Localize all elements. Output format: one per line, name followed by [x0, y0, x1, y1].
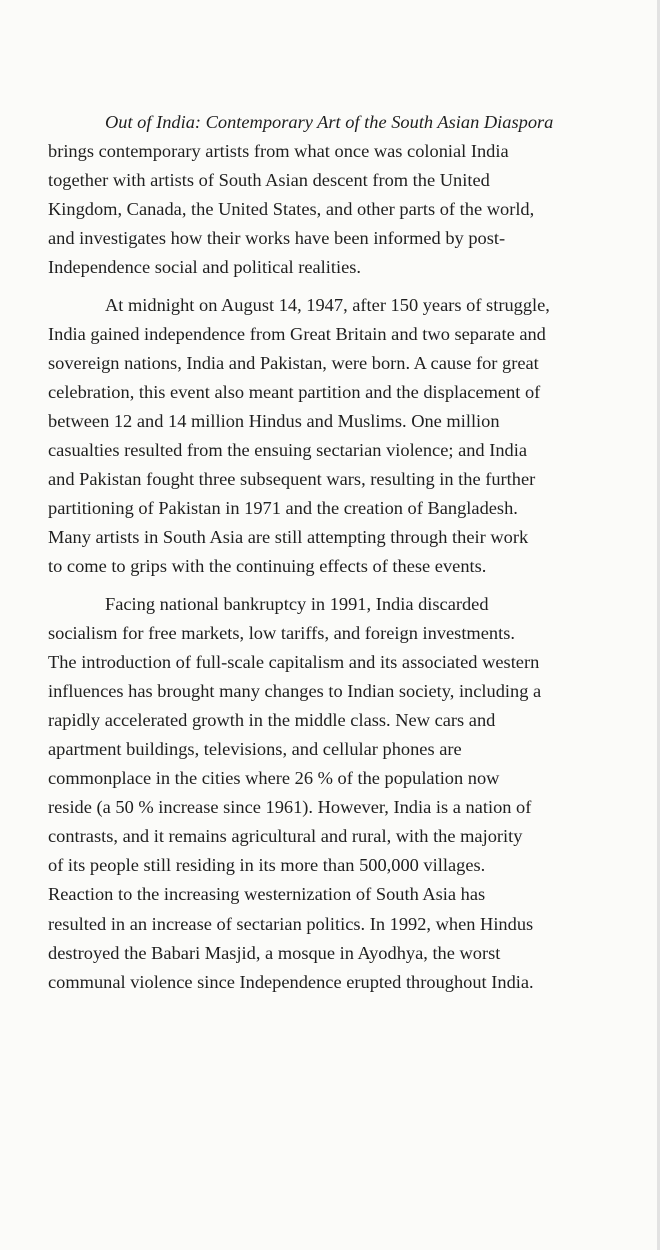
paragraph-spacer	[48, 283, 608, 291]
text-line: Kingdom, Canada, the United States, and other parts of the world,	[48, 199, 535, 220]
text-line: resulted in an increase of sectarian politics. In 1992, when Hindus	[48, 913, 534, 934]
text-line: to come to grips with the continuing effects of these events.	[48, 556, 487, 577]
paragraph-3	[48, 590, 608, 997]
text-line: and Pakistan fought three subsequent wars, resulting in the further	[48, 469, 536, 490]
paragraph-2	[48, 291, 608, 582]
text-line: casualties resulted from the ensuing sectarian violence; and India	[48, 440, 528, 461]
text-line: Reaction to the increasing westernization of South Asia has	[48, 884, 486, 905]
text-line: of its people still residing in its more than 500,000 villages.	[48, 855, 486, 876]
text-line: and investigates how their works have been informed by post-	[48, 228, 506, 249]
text-line: partitioning of Pakistan in 1971 and the creation of Bangladesh.	[48, 498, 518, 519]
text-line: Facing national bankruptcy in 1991, India discarded	[105, 593, 489, 614]
exhibition-title-line: Out of India: Contemporary Art of the South Asian Diaspora	[105, 112, 554, 132]
paragraph-1	[48, 108, 608, 283]
paragraph-spacer	[48, 582, 608, 590]
text-line: influences has brought many changes to Indian society, including a	[48, 680, 542, 701]
text-line: reside (a 50 % increase since 1961). However, India is a nation of	[48, 797, 532, 818]
text-line: sovereign nations, India and Pakistan, were born. A cause for great	[48, 352, 539, 373]
body-text	[48, 108, 608, 997]
text-line: contrasts, and it remains agricultural and rural, with the majority	[48, 826, 523, 847]
text-line: rapidly accelerated growth in the middle class. New cars and	[48, 709, 496, 730]
text-line: celebration, this event also meant partition and the displacement of	[48, 381, 541, 402]
text-line: Independence social and political realities.	[48, 257, 362, 278]
text-line: between 12 and 14 million Hindus and Muslims. One million	[48, 410, 500, 431]
text-line: socialism for free markets, low tariffs, and foreign investments.	[48, 622, 515, 643]
text-line: At midnight on August 14, 1947, after 150 years of struggle,	[105, 294, 550, 315]
text-line: brings contemporary artists from what once was colonial India	[48, 141, 509, 162]
text-line: together with artists of South Asian descent from the United	[48, 170, 490, 191]
text-line: communal violence since Independence erupted throughout India.	[48, 971, 534, 992]
text-line: India gained independence from Great Britain and two separate and	[48, 323, 546, 344]
text-line: commonplace in the cities where 26 % of the population now	[48, 768, 500, 789]
text-line: Many artists in South Asia are still attempting through their work	[48, 527, 529, 548]
text-line: The introduction of full-scale capitalism and its associated western	[48, 651, 540, 672]
text-line: apartment buildings, televisions, and cellular phones are	[48, 738, 462, 759]
text-line: destroyed the Babari Masjid, a mosque in Ayodhya, the worst	[48, 942, 501, 963]
